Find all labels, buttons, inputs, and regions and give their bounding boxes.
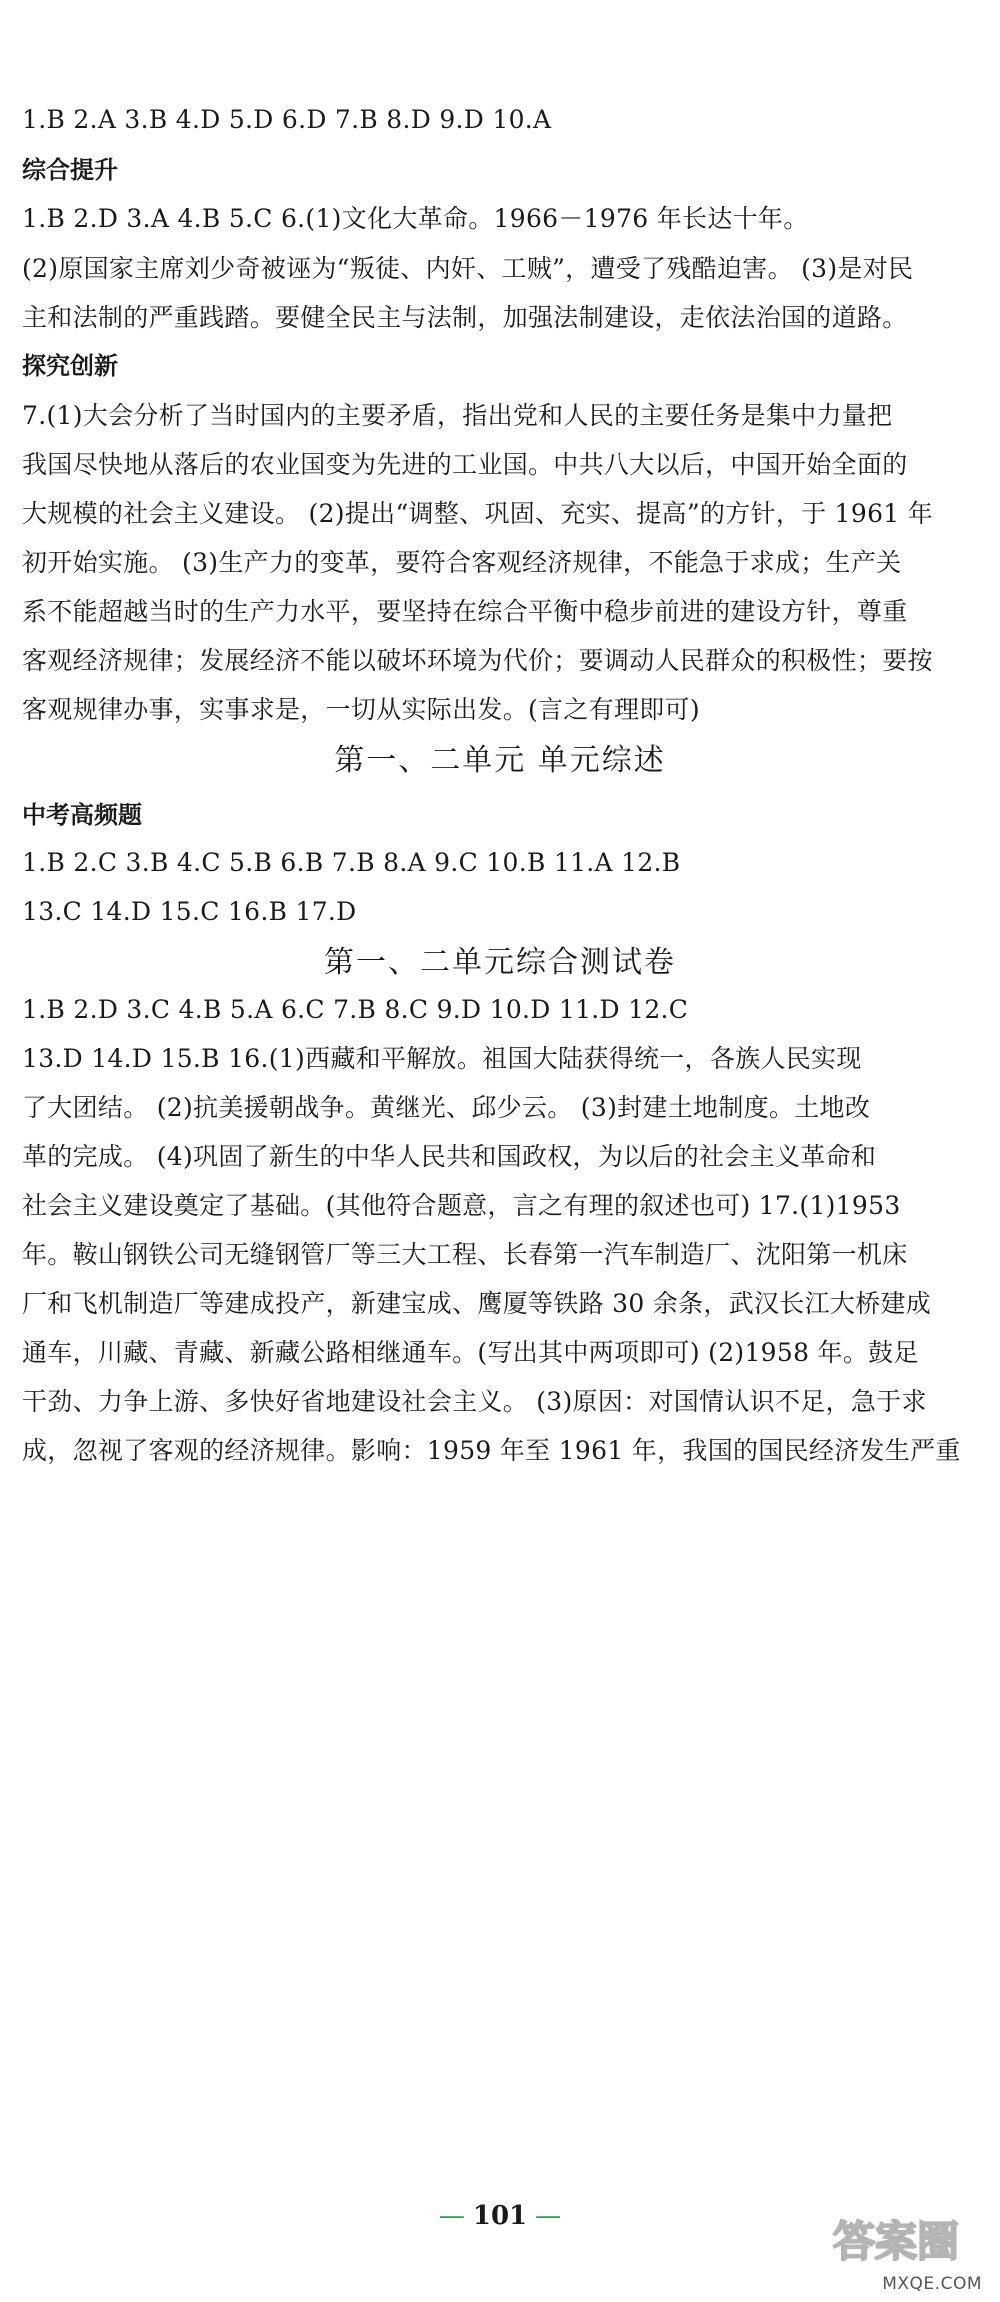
answer-line: 客观规律办事，实事求是，一切从实际出发。(言之有理即可) bbox=[22, 695, 700, 724]
answer-line: 年。鞍山钢铁公司无缝钢管厂等三大工程、长春第一汽车制造厂、沈阳第一机床 bbox=[22, 1240, 908, 1269]
answer-line: 主和法制的严重践踏。要健全民主与法制，加强法制建设，走依法治国的道路。 bbox=[22, 303, 908, 332]
answer-line: (2)原国家主席刘少奇被诬为“叛徒、内奸、工贼”，遭受了残酷迫害。 (3)是对民 bbox=[22, 254, 914, 283]
answer-line: 1.B 2.D 3.A 4.B 5.C 6.(1)文化大革命。1966－1976 年长达十年。 bbox=[22, 204, 809, 233]
answer-line: 1.B 2.A 3.B 4.D 5.D 6.D 7.B 8.D 9.D 10.A bbox=[22, 105, 552, 134]
unit-review-title: 第一、二单元 单元综述 bbox=[334, 743, 666, 778]
unit-test-title: 第一、二单元综合测试卷 bbox=[324, 945, 676, 980]
answer-line: 13.C 14.D 15.C 16.B 17.D bbox=[22, 897, 357, 926]
watermark-url: MXQE.COM bbox=[882, 2274, 982, 2294]
answer-line: 厂和飞机制造厂等建成投产，新建宝成、鹰厦等铁路 30 余条，武汉长江大桥建成 bbox=[22, 1289, 932, 1318]
answer-line: 客观经济规律；发展经济不能以破坏环境为代价；要调动人民群众的积极性；要按 bbox=[22, 646, 933, 675]
answer-line: 13.D 14.D 15.B 16.(1)西藏和平解放。祖国大陆获得统一，各族人民实现 bbox=[22, 1044, 862, 1073]
answer-line: 社会主义建设奠定了基础。(其他符合题意，言之有理的叙述也可) 17.(1)1953 bbox=[22, 1191, 901, 1220]
answer-line: 1.B 2.D 3.C 4.B 5.A 6.C 7.B 8.C 9.D 10.D 11.D 12.C bbox=[22, 995, 689, 1024]
section-heading-high-frequency: 中考高频题 bbox=[22, 801, 142, 829]
decor-dash: — bbox=[535, 2201, 562, 2231]
answer-line: 7.(1)大会分析了当时国内的主要矛盾，指出党和人民的主要任务是集中力量把 bbox=[22, 401, 893, 430]
decor-dash: — bbox=[438, 2201, 465, 2231]
watermark-logo-text: 答案圈 bbox=[832, 2217, 960, 2266]
answer-line: 成，忽视了客观的经济规律。影响：1959 年至 1961 年，我国的国民经济发生严重 bbox=[22, 1436, 961, 1465]
answer-line: 初开始实施。 (3)生产力的变革，要符合客观经济规律，不能急于求成；生产关 bbox=[22, 548, 902, 577]
answer-line: 了大团结。 (2)抗美援朝战争。黄继光、邱少云。 (3)封建土地制度。土地改 bbox=[22, 1093, 871, 1122]
answer-line: 通车，川藏、青藏、新藏公路相继通车。(写出其中两项即可) (2)1958 年。鼓足 bbox=[22, 1338, 919, 1367]
answer-line: 革的完成。 (4)巩固了新生的中华人民共和国政权，为以后的社会主义革命和 bbox=[22, 1142, 877, 1171]
answer-line: 干劲、力争上游、多快好省地建设社会主义。 (3)原因：对国情认识不足，急于求 bbox=[22, 1387, 927, 1416]
page-number-value: 101 bbox=[472, 2201, 528, 2231]
section-heading-comprehensive: 综合提升 bbox=[22, 156, 118, 184]
answer-line: 我国尽快地从落后的农业国变为先进的工业国。中共八大以后，中国开始全面的 bbox=[22, 450, 908, 479]
answer-line: 系不能超越当时的生产力水平，要坚持在综合平衡中稳步前进的建设方针，尊重 bbox=[22, 597, 908, 626]
answer-line: 大规模的社会主义建设。 (2)提出“调整、巩固、充实、提高”的方针，于 1961 年 bbox=[22, 499, 934, 528]
answer-line: 1.B 2.C 3.B 4.C 5.B 6.B 7.B 8.A 9.C 10.B 11.A 12.B bbox=[22, 848, 681, 877]
section-heading-explore: 探究创新 bbox=[22, 352, 118, 380]
